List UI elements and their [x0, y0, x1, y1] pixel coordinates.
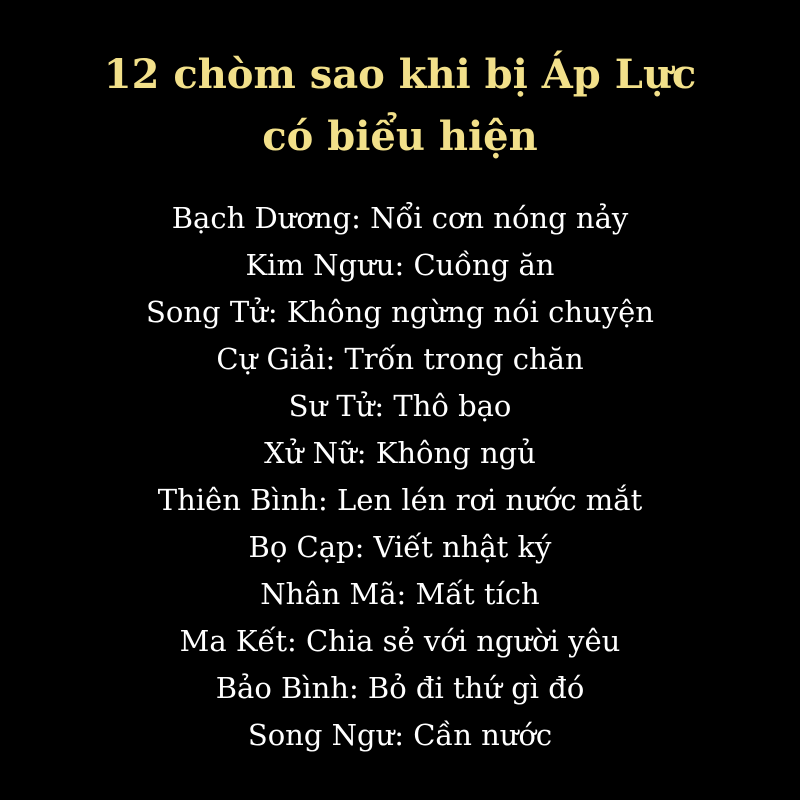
list-item-bach-duong: Bạch Dương: Nổi cơn nóng nảy — [171, 201, 629, 235]
title-line-1: 12 chòm sao khi bị Áp Lực — [103, 51, 697, 98]
list-item-bao-binh: Bảo Bình: Bỏ đi thứ gì đó — [215, 671, 585, 705]
list-item-cu-giai: Cự Giải: Trốn trong chăn — [216, 342, 584, 376]
title — [0, 44, 800, 168]
list-item-xu-nu: Xử Nữ: Không ngủ — [264, 436, 536, 470]
list-item-ma-ket: Ma Kết: Chia sẻ với người yêu — [179, 624, 621, 658]
list-item-thien-binh: Thiên Bình: Len lén rơi nước mắt — [157, 483, 643, 517]
zodiac-list — [0, 195, 800, 759]
list-item-kim-nguu: Kim Ngưu: Cuồng ăn — [245, 248, 555, 282]
list-item-song-tu: Song Tử: Không ngừng nói chuyện — [146, 295, 654, 329]
list-item-bo-cap: Bọ Cạp: Viết nhật ký — [248, 530, 552, 564]
list-item-song-ngu: Song Ngư: Cần nước — [247, 718, 553, 752]
list-item-nhan-ma: Nhân Mã: Mất tích — [260, 577, 540, 611]
list-item-su-tu: Sư Tử: Thô bạo — [288, 389, 512, 423]
title-line-2: có biểu hiện — [262, 113, 538, 160]
